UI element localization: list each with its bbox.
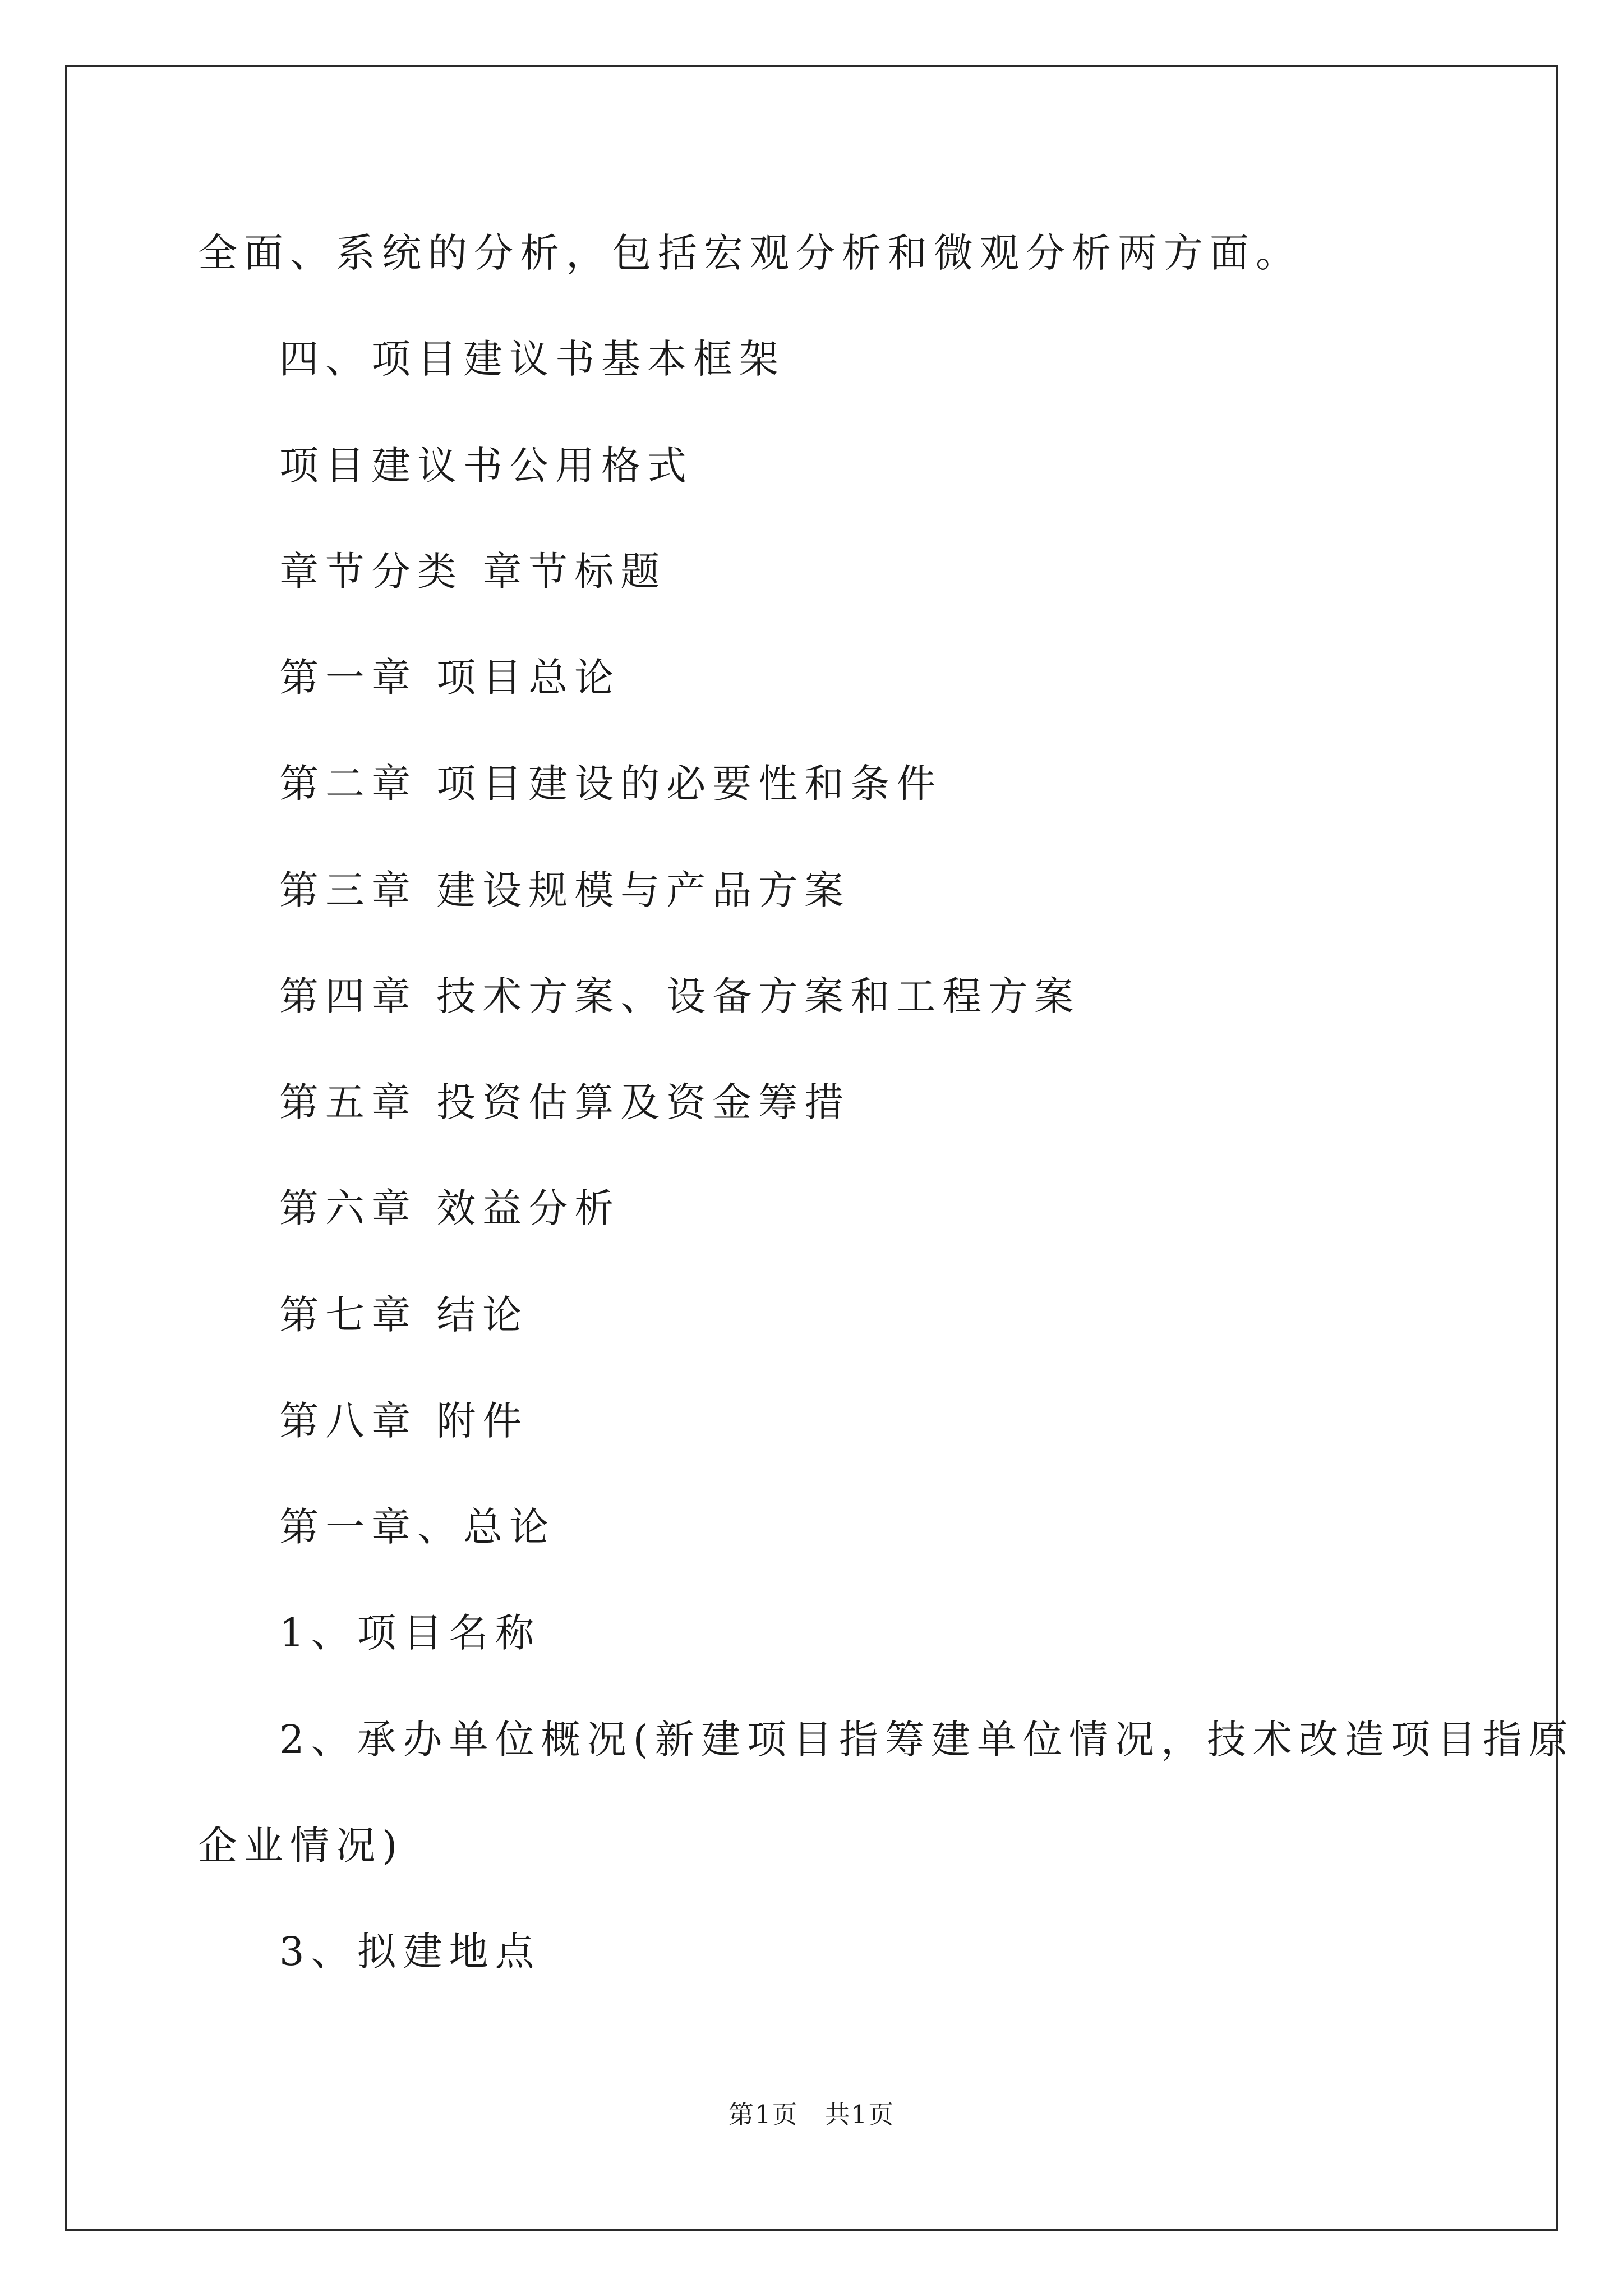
section-heading-overview: 第一章、总论 — [279, 1504, 555, 1550]
chapter-item-3: 第三章 建设规模与产品方案 — [279, 867, 851, 913]
page-number-footer: 第1页 共1页 — [728, 2100, 895, 2129]
chapter-item-2: 第二章 项目建设的必要性和条件 — [279, 761, 943, 807]
list-item-undertaking-unit: 2、承办单位概况(新建项目指筹建单位情况，技术改造项目指原 — [279, 1717, 1575, 1763]
list-item-undertaking-unit-cont: 企业情况) — [198, 1823, 404, 1869]
list-item-proposed-site: 3、拟建地点 — [279, 1929, 541, 1975]
page-border — [65, 65, 1558, 2231]
chapter-item-8: 第八章 附件 — [279, 1398, 529, 1444]
list-item-project-name: 1、项目名称 — [279, 1610, 541, 1656]
section-heading-framework: 四、项目建议书基本框架 — [279, 336, 785, 382]
chapter-item-4: 第四章 技术方案、设备方案和工程方案 — [279, 973, 1081, 1019]
text-line-continuation: 全面、系统的分析，包括宏观分析和微观分析两方面。 — [198, 230, 1302, 276]
chapter-item-7: 第七章 结论 — [279, 1292, 529, 1338]
table-header-chapter: 章节分类 章节标题 — [279, 549, 667, 595]
chapter-item-6: 第六章 效益分析 — [279, 1185, 621, 1231]
subheading-common-format: 项目建议书公用格式 — [279, 443, 693, 489]
chapter-item-5: 第五章 投资估算及资金筹措 — [279, 1079, 851, 1125]
chapter-item-1: 第一章 项目总论 — [279, 655, 621, 701]
